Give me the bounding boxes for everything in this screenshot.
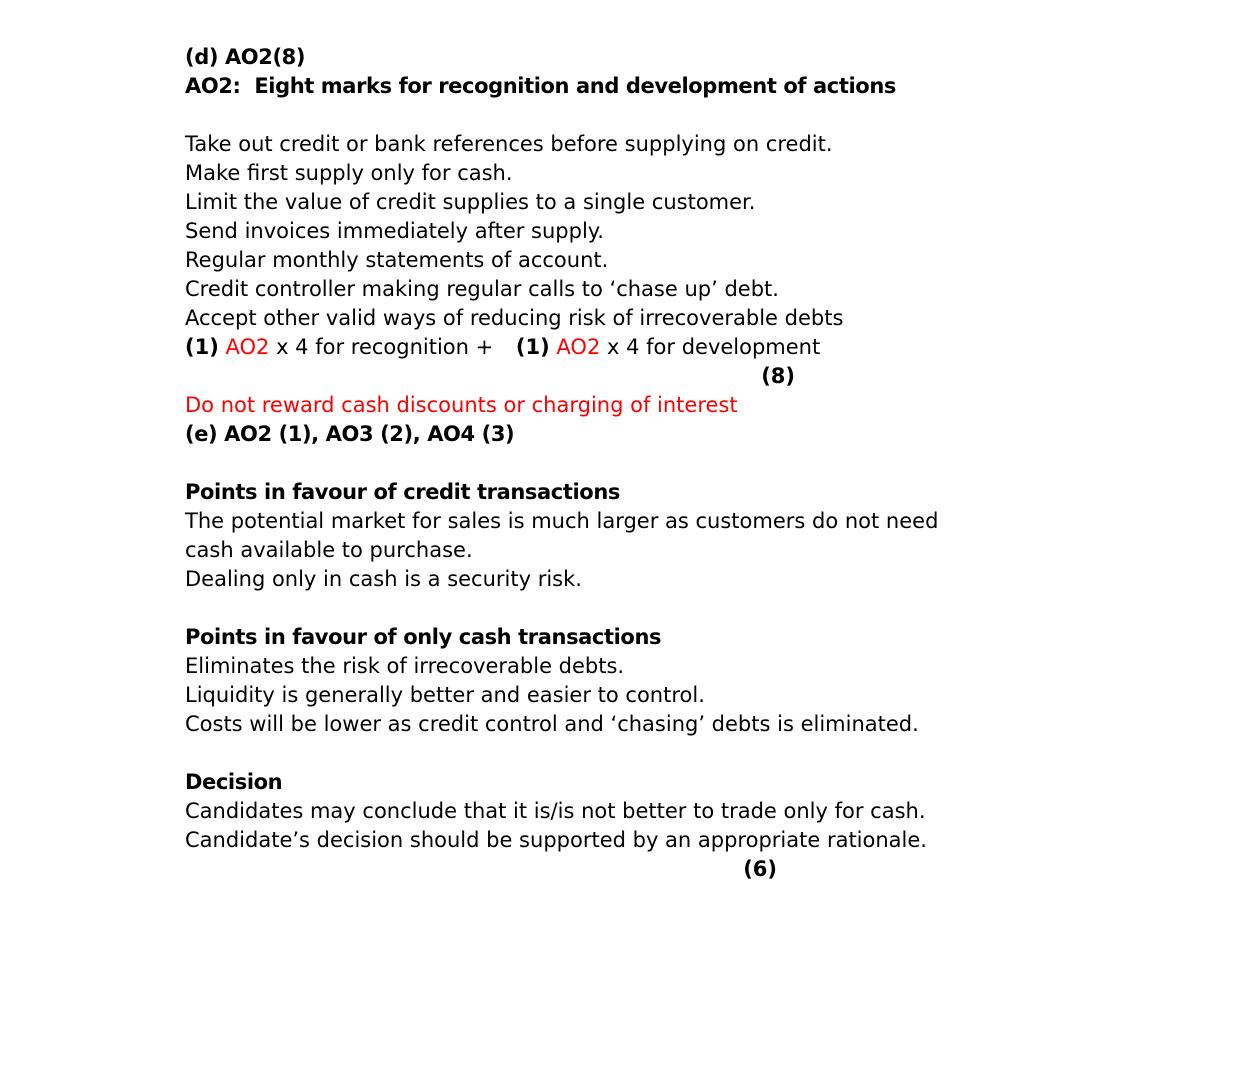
cash-point-line: Liquidity is generally better and easier to control. bbox=[185, 683, 705, 707]
action-line: Credit controller making regular calls to ‘chase up’ debt. bbox=[185, 277, 779, 301]
credit-point-line: Dealing only in cash is a security risk. bbox=[185, 567, 582, 591]
development-text: x 4 for development bbox=[607, 335, 821, 359]
credit-point-line: The potential market for sales is much larger as customers do not need bbox=[185, 509, 939, 533]
cash-point-line: Costs will be lower as credit control and ‘chasing’ debts is eliminated. bbox=[185, 712, 919, 736]
development-mark-count: (1) bbox=[515, 335, 550, 359]
credit-point-line: cash available to purchase. bbox=[185, 538, 473, 562]
action-line: Take out credit or bank references before supplying on credit. bbox=[185, 132, 833, 156]
part-d-heading: AO2: Eight marks for recognition and development of actions bbox=[185, 74, 896, 98]
recognition-mark-count: (1) bbox=[185, 335, 219, 359]
decision-block bbox=[185, 768, 1059, 855]
part-d-label: (d) AO2(8) bbox=[185, 45, 306, 69]
credit-points-block bbox=[185, 478, 1059, 594]
recognition-text: x 4 for recognition + bbox=[276, 335, 494, 359]
part-d-total-marks: (8) bbox=[761, 364, 795, 388]
decision-heading: Decision bbox=[185, 770, 283, 794]
action-line: Send invoices immediately after supply. bbox=[185, 219, 604, 243]
part-e-total-marks: (6) bbox=[743, 857, 777, 881]
cash-points-block bbox=[185, 623, 1059, 739]
accept-note: Accept other valid ways of reducing risk of irrecoverable debts bbox=[185, 306, 844, 330]
cash-point-line: Eliminates the risk of irrecoverable debts. bbox=[185, 654, 625, 678]
cash-points-heading: Points in favour of only cash transactions bbox=[185, 625, 662, 649]
development-ao-code: AO2 bbox=[556, 335, 601, 359]
action-line: Make first supply only for cash. bbox=[185, 161, 513, 185]
decision-line: Candidate’s decision should be supported by an appropriate rationale. bbox=[185, 828, 927, 852]
action-line: Regular monthly statements of account. bbox=[185, 248, 609, 272]
do-not-reward-note: Do not reward cash discounts or charging of interest bbox=[185, 393, 738, 417]
part-d-actions-list bbox=[185, 130, 1059, 304]
credit-points-heading: Points in favour of credit transactions bbox=[185, 480, 620, 504]
action-line: Limit the value of credit supplies to a single customer. bbox=[185, 190, 756, 214]
part-e-label: (e) AO2 (1), AO3 (2), AO4 (3) bbox=[185, 422, 515, 446]
marks-allocation-line bbox=[185, 333, 1059, 362]
recognition-ao-code: AO2 bbox=[225, 335, 270, 359]
decision-line: Candidates may conclude that it is/is not better to trade only for cash. bbox=[185, 799, 926, 823]
